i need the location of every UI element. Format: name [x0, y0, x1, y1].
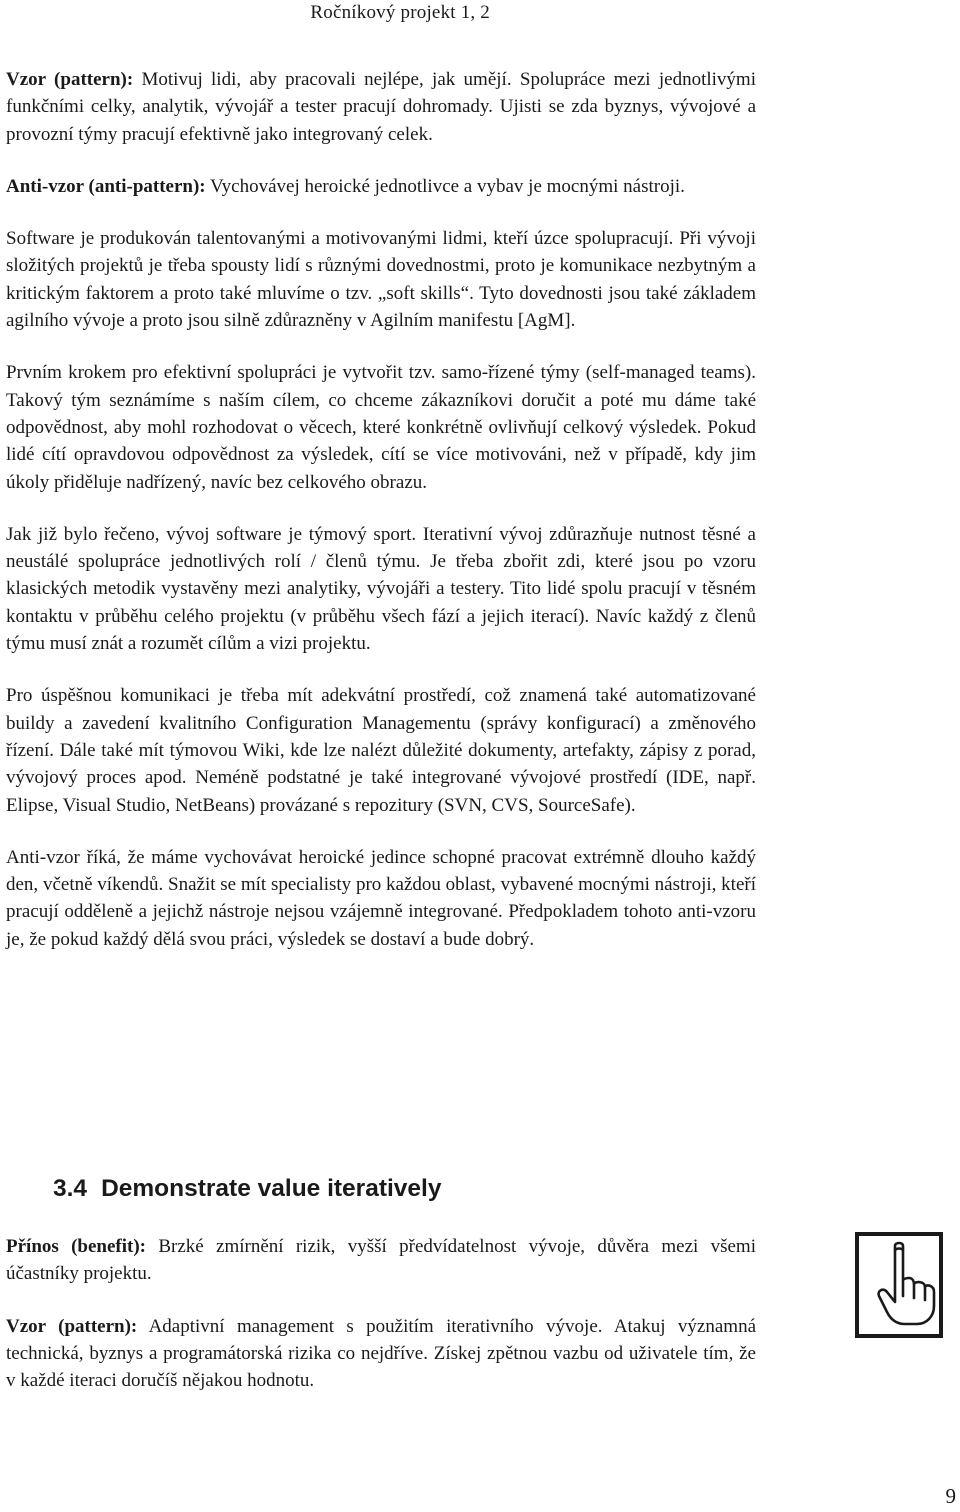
- running-header: Ročníkový projekt 1, 2: [310, 2, 490, 23]
- paragraph-benefit: [6, 1233, 756, 1288]
- paragraph-text: Software je produkován talentovanými a motivovanými lidmi, kteří úzce spolupracují. Při vývoji složitých projektů je třeba spousty lidí s různými dovednostmi, proto je komunikace nezbytným a kritickým faktorem a proto také mluvíme o tzv. „soft skills“. Tyto dovednosti jsou také základem agilního vývoje a proto jsou silně zdůrazněny v Agilním manifestu [AgM].: [6, 228, 756, 332]
- paragraph: [6, 521, 756, 657]
- paragraph: [6, 682, 756, 818]
- section-title: Demonstrate value iteratively: [101, 1175, 442, 1202]
- paragraph-text: Prvním krokem pro efektivní spolupráci je vytvořit tzv. samo-řízené týmy (self-managed teams). Takový tým seznámíme s naším cílem, co chceme zákazníkovi doručit a poté mu dáme také odpovědnost, aby mohl rozhodovat o věcech, které konkrétně ovlivňují celkový výsledek. Pokud lidé cítí opravdovou odpovědnost za výsledek, cítí se více motivováni, než v případě, kdy jim úkoly přiděluje nadřízený, navíc bez celkového obrazu.: [6, 362, 756, 493]
- paragraph-label: Přínos (benefit):: [6, 1236, 147, 1257]
- page-number: 9: [945, 1484, 956, 1508]
- paragraph: [6, 359, 756, 495]
- pointing-finger-icon: [855, 1232, 943, 1338]
- paragraph-text: Jak již bylo řečeno, vývoj software je týmový sport. Iterativní vývoj zdůrazňuje nutnost těsné a neustálé spolupráce jednotlivých rolí / členů týmu. Je třeba zbořit zdi, které jsou po vzoru klasických metodik vystavěny mezi analytiky, vývojáři a testery. Tito lidé spolu pracují v těsném kontaktu v průběhu celého projektu (v průběhu všech fází a jejich iterací). Navíc každý z členů týmu musí znát a rozumět cílům a vizi projektu.: [6, 523, 756, 655]
- paragraph-anti-pattern: [6, 173, 756, 200]
- paragraph-text: Pro úspěšnou komunikaci je třeba mít adekvátní prostředí, což znamená také automatizované buildy a zavedení kvalitního Configuration Managementu (správy konfigurací) a změnového řízení. Dále také mít týmovou Wiki, kde lze nalézt důležité dokumenty, artefakty, zápisy z porad, vývojový proces apod. Neméně podstatné je také integrované vývojové prostředí (IDE, např. Elipse, Visual Studio, NetBeans) provázané s repozitury (SVN, CVS, SourceSafe).: [6, 685, 756, 816]
- paragraph: [6, 844, 756, 953]
- paragraph-label: Vzor (pattern):: [6, 69, 134, 90]
- paragraph-label: Vzor (pattern):: [6, 1315, 138, 1337]
- paragraph-pattern: [6, 1313, 756, 1395]
- paragraph-text: Anti-vzor říká, že máme vychovávat heroické jedince schopné pracovat extrémně dlouho každý den, včetně víkendů. Snažit se mít specialisty pro každou oblast, vybavené mocnými nástroji, kteří pracují odděleně a jejichž nástroje nejsou vzájemně integrované. Předpokladem tohoto anti-vzoru je, že pokud každý dělá svou práci, výsledek se dostaví a bude dobrý.: [6, 846, 756, 950]
- paragraph-text: Brzké zmírnění rizik, vyšší předvídatelnost vývoje, důvěra mezi všemi účastníky projektu.: [6, 1236, 756, 1285]
- paragraph: [6, 225, 756, 334]
- hand-drawing: [859, 1236, 939, 1334]
- section-body-text: [6, 1233, 756, 1419]
- paragraph-text: Adaptivní management s použitím iterativního vývoje. Atakuj významná technická, byznys a programátorská rizika co nejdříve. Získej zpětnou vazbu od uživatele tím, že v každé iteraci doručíš nějakou hodnotu.: [6, 1315, 756, 1392]
- paragraph-text: Vychovávej heroické jednotlivce a vybav je mocnými nástroji.: [205, 175, 685, 197]
- section-heading: [53, 1175, 442, 1203]
- body-text: [6, 66, 756, 978]
- paragraph-pattern: [6, 66, 756, 148]
- paragraph-label: Anti-vzor (anti-pattern):: [6, 175, 206, 197]
- section-number: 3.4: [53, 1175, 88, 1202]
- paragraph-text: Motivuj lidi, aby pracovali nejlépe, jak umějí. Spolupráce mezi jednotlivými funkčními celky, analytik, vývojář a tester pracují dohromady. Ujisti se zda byznys, vývojové a provozní týmy pracují efektivně jako integrovaný celek.: [6, 69, 756, 145]
